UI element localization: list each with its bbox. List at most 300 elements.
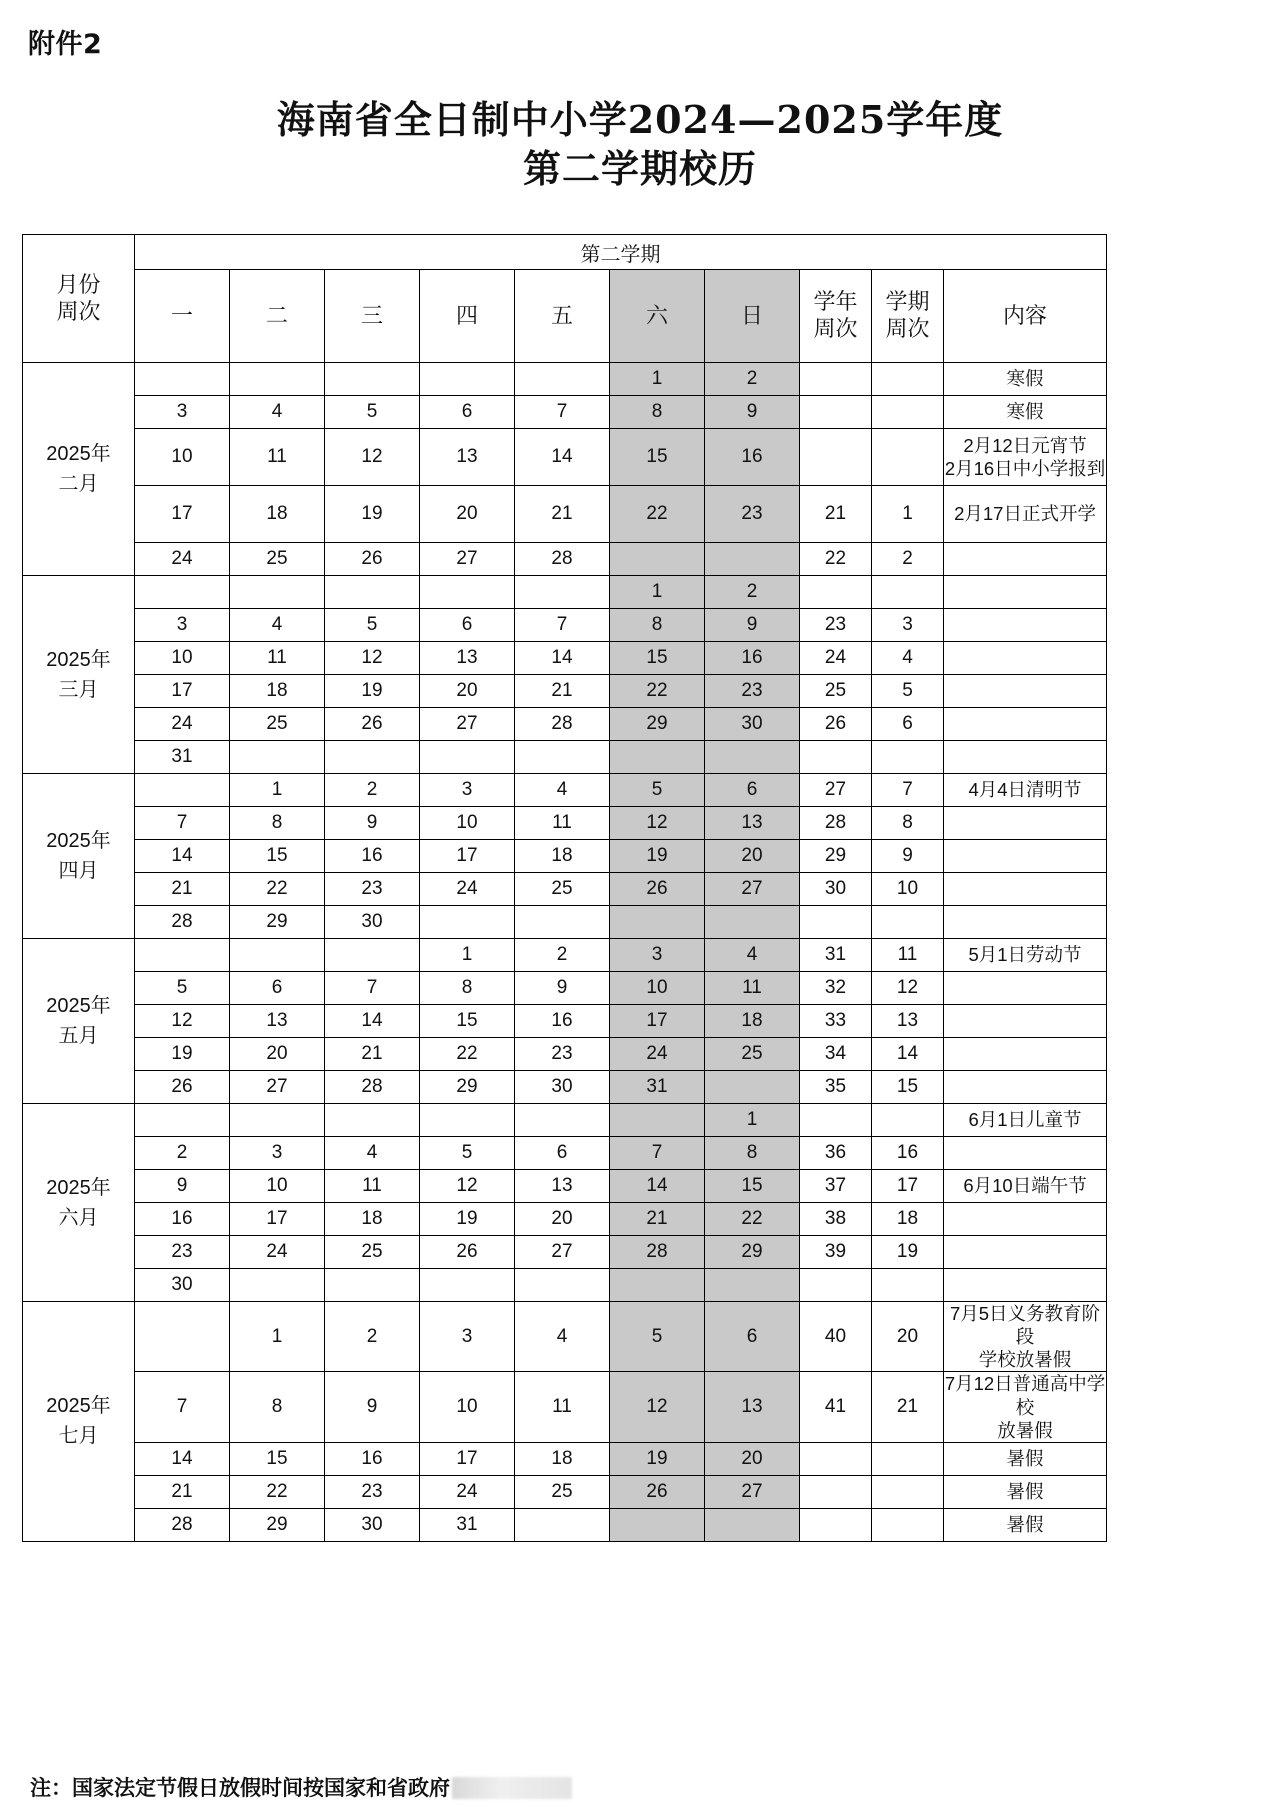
term-week-cell: 4 xyxy=(872,642,944,675)
weekday-header-tue: 二 xyxy=(230,270,325,363)
content-line: 暑假 xyxy=(1006,1481,1044,1503)
day-cell xyxy=(420,1269,515,1302)
month-label xyxy=(23,576,135,774)
day-cell: 20 xyxy=(420,486,515,543)
day-cell: 13 xyxy=(420,429,515,486)
day-cell: 23 xyxy=(325,1475,420,1508)
day-cell: 24 xyxy=(420,873,515,906)
school-year-week-cell xyxy=(800,906,872,939)
day-cell: 5 xyxy=(610,1302,705,1372)
day-cell: 27 xyxy=(420,708,515,741)
school-year-week-cell xyxy=(800,1475,872,1508)
term-span-header: 第二学期 xyxy=(135,235,1107,270)
day-cell: 26 xyxy=(325,543,420,576)
day-cell: 31 xyxy=(610,1071,705,1104)
table-row xyxy=(23,1236,1107,1269)
content-cell xyxy=(944,576,1107,609)
day-cell: 17 xyxy=(420,1442,515,1475)
day-cell: 8 xyxy=(420,972,515,1005)
month-label-year: 2025年 xyxy=(46,1176,111,1199)
table-row xyxy=(23,906,1107,939)
day-cell xyxy=(420,1104,515,1137)
footer-note-text: 注：国家法定节假日放假时间按国家和省政府 xyxy=(30,1776,450,1800)
day-cell xyxy=(610,1104,705,1137)
content-cell xyxy=(944,363,1107,396)
school-year-week-cell: 40 xyxy=(800,1302,872,1372)
day-cell: 12 xyxy=(420,1170,515,1203)
content-line: 7月12日普通高中学校 xyxy=(944,1373,1106,1418)
day-cell: 10 xyxy=(420,1372,515,1442)
day-cell: 23 xyxy=(705,675,800,708)
day-cell: 22 xyxy=(705,1203,800,1236)
day-cell: 15 xyxy=(230,1442,325,1475)
day-cell: 2 xyxy=(325,774,420,807)
day-cell: 22 xyxy=(230,1475,325,1508)
day-cell: 14 xyxy=(515,429,610,486)
day-cell: 3 xyxy=(230,1137,325,1170)
day-cell: 22 xyxy=(420,1038,515,1071)
term-week-header xyxy=(872,270,944,363)
term-week-cell: 8 xyxy=(872,807,944,840)
footer-note xyxy=(30,1772,572,1802)
day-cell xyxy=(135,1302,230,1372)
day-cell: 29 xyxy=(420,1071,515,1104)
day-cell: 27 xyxy=(515,1236,610,1269)
school-year-week-cell: 31 xyxy=(800,939,872,972)
day-cell: 21 xyxy=(610,1203,705,1236)
day-cell: 26 xyxy=(610,873,705,906)
content-cell xyxy=(944,939,1107,972)
month-label-year: 2025年 xyxy=(46,995,111,1017)
school-year-week-cell: 26 xyxy=(800,708,872,741)
content-cell xyxy=(944,972,1107,1005)
day-cell: 16 xyxy=(705,429,800,486)
term-week-cell xyxy=(872,1508,944,1541)
day-cell: 18 xyxy=(705,1005,800,1038)
attachment-label: 附件2 xyxy=(28,29,103,60)
school-year-week-cell: 34 xyxy=(800,1038,872,1071)
school-year-week-cell: 21 xyxy=(800,486,872,543)
content-line: 寒假 xyxy=(1006,401,1044,423)
day-cell: 19 xyxy=(325,675,420,708)
page-title xyxy=(0,96,1280,193)
school-year-week-cell xyxy=(800,429,872,486)
day-cell: 21 xyxy=(325,1038,420,1071)
day-cell: 16 xyxy=(325,1442,420,1475)
table-row xyxy=(23,1137,1107,1170)
day-cell xyxy=(515,1269,610,1302)
day-cell xyxy=(325,363,420,396)
table-row xyxy=(23,1071,1107,1104)
day-cell: 12 xyxy=(135,1005,230,1038)
school-year-week-cell: 28 xyxy=(800,807,872,840)
content-cell xyxy=(944,741,1107,774)
day-cell: 16 xyxy=(135,1203,230,1236)
day-cell xyxy=(705,741,800,774)
day-cell xyxy=(325,1269,420,1302)
table-body xyxy=(23,363,1107,1542)
content-line: 2月12日元宵节 xyxy=(963,434,1087,456)
term-week-cell: 12 xyxy=(872,972,944,1005)
day-cell: 4 xyxy=(515,774,610,807)
content-cell xyxy=(944,1236,1107,1269)
day-cell xyxy=(610,1269,705,1302)
day-cell: 28 xyxy=(135,1508,230,1541)
day-cell: 22 xyxy=(610,486,705,543)
content-line: 暑假 xyxy=(1006,1448,1044,1470)
day-cell: 19 xyxy=(420,1203,515,1236)
day-cell: 29 xyxy=(705,1236,800,1269)
month-label-month: 四月 xyxy=(58,860,99,882)
term-week-cell: 6 xyxy=(872,708,944,741)
content-cell xyxy=(944,1442,1107,1475)
day-cell: 12 xyxy=(610,1372,705,1442)
day-cell xyxy=(230,1104,325,1137)
day-cell: 24 xyxy=(230,1236,325,1269)
content-cell xyxy=(944,1170,1107,1203)
day-cell xyxy=(135,1104,230,1137)
table-row xyxy=(23,741,1107,774)
day-cell: 2 xyxy=(325,1302,420,1372)
day-cell: 22 xyxy=(610,675,705,708)
day-cell: 15 xyxy=(610,429,705,486)
month-label xyxy=(23,774,135,939)
day-cell: 19 xyxy=(610,1442,705,1475)
day-cell: 11 xyxy=(705,972,800,1005)
day-cell: 1 xyxy=(230,774,325,807)
day-cell: 14 xyxy=(515,642,610,675)
day-cell: 18 xyxy=(325,1203,420,1236)
content-header: 内容 xyxy=(944,270,1107,363)
day-cell: 27 xyxy=(420,543,515,576)
day-cell xyxy=(230,939,325,972)
month-label-month: 三月 xyxy=(58,678,99,701)
day-cell: 18 xyxy=(230,486,325,543)
day-cell: 25 xyxy=(230,708,325,741)
table-row xyxy=(23,675,1107,708)
content-cell xyxy=(944,1372,1107,1442)
table-row xyxy=(23,840,1107,873)
term-week-cell: 3 xyxy=(872,609,944,642)
day-cell: 13 xyxy=(515,1170,610,1203)
day-cell xyxy=(420,906,515,939)
day-cell: 1 xyxy=(705,1104,800,1137)
day-cell: 27 xyxy=(705,873,800,906)
day-cell: 31 xyxy=(420,1508,515,1541)
day-cell xyxy=(610,741,705,774)
day-cell: 21 xyxy=(135,873,230,906)
day-cell: 27 xyxy=(705,1475,800,1508)
school-year-week-cell: 35 xyxy=(800,1071,872,1104)
day-cell: 16 xyxy=(325,840,420,873)
table-row xyxy=(23,1038,1107,1071)
day-cell: 30 xyxy=(705,708,800,741)
day-cell: 29 xyxy=(230,906,325,939)
school-year-week-header xyxy=(800,270,872,363)
content-line: 4月4日清明节 xyxy=(968,779,1082,801)
day-cell: 23 xyxy=(325,873,420,906)
month-label xyxy=(23,939,135,1104)
day-cell: 6 xyxy=(705,1302,800,1372)
day-cell: 1 xyxy=(230,1302,325,1372)
term-week-cell: 15 xyxy=(872,1071,944,1104)
day-cell: 25 xyxy=(515,1475,610,1508)
day-cell: 28 xyxy=(610,1236,705,1269)
weekday-header-wed: 三 xyxy=(325,270,420,363)
day-cell: 4 xyxy=(230,609,325,642)
day-cell: 9 xyxy=(705,396,800,429)
day-cell: 15 xyxy=(705,1170,800,1203)
school-year-week-cell: 32 xyxy=(800,972,872,1005)
day-cell: 4 xyxy=(515,1302,610,1372)
day-cell: 11 xyxy=(230,429,325,486)
day-cell: 11 xyxy=(325,1170,420,1203)
term-week-cell xyxy=(872,576,944,609)
day-cell: 5 xyxy=(610,774,705,807)
day-cell: 1 xyxy=(610,363,705,396)
table-row xyxy=(23,873,1107,906)
term-week-cell: 7 xyxy=(872,774,944,807)
school-year-week-cell: 36 xyxy=(800,1137,872,1170)
day-cell: 19 xyxy=(325,486,420,543)
table-row xyxy=(23,1372,1107,1442)
day-cell: 8 xyxy=(230,807,325,840)
day-cell: 17 xyxy=(420,840,515,873)
title-line-2: 第二学期校历 xyxy=(522,145,757,191)
term-week-line-2: 周次 xyxy=(885,316,930,341)
table-row xyxy=(23,939,1107,972)
term-week-line-1: 学期 xyxy=(885,289,930,315)
day-cell: 25 xyxy=(705,1038,800,1071)
content-cell xyxy=(944,840,1107,873)
school-year-week-cell xyxy=(800,741,872,774)
day-cell: 31 xyxy=(135,741,230,774)
day-cell: 8 xyxy=(230,1372,325,1442)
day-cell: 11 xyxy=(515,1372,610,1442)
day-cell xyxy=(135,774,230,807)
day-cell xyxy=(135,363,230,396)
day-cell xyxy=(515,906,610,939)
table-row xyxy=(23,609,1107,642)
day-cell: 15 xyxy=(610,642,705,675)
day-cell: 30 xyxy=(515,1071,610,1104)
day-cell xyxy=(230,1269,325,1302)
day-cell: 20 xyxy=(230,1038,325,1071)
table-row xyxy=(23,1302,1107,1372)
day-cell: 10 xyxy=(610,972,705,1005)
table-row xyxy=(23,1170,1107,1203)
day-cell: 28 xyxy=(325,1071,420,1104)
weekday-header-sat: 六 xyxy=(610,270,705,363)
content-cell xyxy=(944,486,1107,543)
day-cell: 21 xyxy=(515,486,610,543)
day-cell: 25 xyxy=(325,1236,420,1269)
table-row xyxy=(23,396,1107,429)
term-week-cell xyxy=(872,396,944,429)
table-row xyxy=(23,1203,1107,1236)
day-cell: 20 xyxy=(705,840,800,873)
day-cell: 10 xyxy=(135,642,230,675)
content-cell xyxy=(944,1269,1107,1302)
term-week-cell: 13 xyxy=(872,1005,944,1038)
day-cell: 1 xyxy=(420,939,515,972)
content-cell xyxy=(944,1038,1107,1071)
day-cell: 3 xyxy=(420,1302,515,1372)
school-year-week-cell: 29 xyxy=(800,840,872,873)
day-cell: 24 xyxy=(135,543,230,576)
school-year-week-cell: 23 xyxy=(800,609,872,642)
day-cell: 19 xyxy=(610,840,705,873)
day-cell: 14 xyxy=(325,1005,420,1038)
day-cell xyxy=(515,1104,610,1137)
day-cell: 6 xyxy=(420,609,515,642)
day-cell: 5 xyxy=(325,396,420,429)
day-cell: 17 xyxy=(135,675,230,708)
day-cell: 24 xyxy=(135,708,230,741)
weekday-header-thu: 四 xyxy=(420,270,515,363)
day-cell: 17 xyxy=(135,486,230,543)
day-cell: 10 xyxy=(230,1170,325,1203)
day-cell: 20 xyxy=(420,675,515,708)
school-year-week-cell xyxy=(800,576,872,609)
day-cell xyxy=(705,906,800,939)
table-row xyxy=(23,642,1107,675)
day-cell: 2 xyxy=(135,1137,230,1170)
content-cell xyxy=(944,609,1107,642)
day-cell: 5 xyxy=(135,972,230,1005)
day-cell: 16 xyxy=(705,642,800,675)
day-cell: 4 xyxy=(325,1137,420,1170)
content-cell xyxy=(944,774,1107,807)
day-cell: 14 xyxy=(135,1442,230,1475)
day-cell: 2 xyxy=(515,939,610,972)
month-label-month: 五月 xyxy=(58,1025,99,1047)
day-cell: 29 xyxy=(610,708,705,741)
content-line: 学校放暑假 xyxy=(978,1349,1072,1371)
term-week-cell: 14 xyxy=(872,1038,944,1071)
table-row xyxy=(23,1475,1107,1508)
day-cell xyxy=(705,1071,800,1104)
day-cell: 16 xyxy=(515,1005,610,1038)
day-cell: 17 xyxy=(610,1005,705,1038)
school-year-week-cell: 39 xyxy=(800,1236,872,1269)
school-year-week-cell xyxy=(800,1269,872,1302)
day-cell: 9 xyxy=(325,807,420,840)
day-cell: 8 xyxy=(610,609,705,642)
day-cell: 11 xyxy=(230,642,325,675)
day-cell xyxy=(135,576,230,609)
month-label-year: 2025年 xyxy=(46,443,111,465)
table-row xyxy=(23,1269,1107,1302)
term-week-cell: 5 xyxy=(872,675,944,708)
table-row xyxy=(23,708,1107,741)
content-cell xyxy=(944,1005,1107,1038)
day-cell: 3 xyxy=(420,774,515,807)
month-label-year: 2025年 xyxy=(46,1395,111,1418)
header-span-row xyxy=(23,235,1107,270)
term-week-cell xyxy=(872,1269,944,1302)
day-cell: 20 xyxy=(705,1442,800,1475)
term-week-cell: 19 xyxy=(872,1236,944,1269)
day-cell: 22 xyxy=(230,873,325,906)
term-week-cell: 9 xyxy=(872,840,944,873)
day-cell: 10 xyxy=(135,429,230,486)
term-week-cell: 20 xyxy=(872,1302,944,1372)
corner-label-line-2: 周次 xyxy=(56,298,101,324)
day-cell: 13 xyxy=(705,807,800,840)
month-label-month: 二月 xyxy=(58,473,99,495)
day-cell: 3 xyxy=(135,609,230,642)
school-year-week-cell: 37 xyxy=(800,1170,872,1203)
corner-label-line-1: 月份 xyxy=(56,271,101,297)
school-year-week-cell xyxy=(800,1104,872,1137)
content-cell xyxy=(944,1071,1107,1104)
day-cell: 20 xyxy=(515,1203,610,1236)
content-cell xyxy=(944,543,1107,576)
day-cell: 25 xyxy=(230,543,325,576)
content-cell xyxy=(944,807,1107,840)
day-cell: 2 xyxy=(705,576,800,609)
content-line: 2月16日中小学报到 xyxy=(944,458,1106,479)
term-week-cell xyxy=(872,741,944,774)
content-cell xyxy=(944,906,1107,939)
table-row xyxy=(23,543,1107,576)
content-cell xyxy=(944,1508,1107,1541)
table-row xyxy=(23,576,1107,609)
day-cell: 9 xyxy=(705,609,800,642)
day-cell xyxy=(230,363,325,396)
day-cell: 13 xyxy=(420,642,515,675)
content-cell xyxy=(944,1475,1107,1508)
weekday-header-sun: 日 xyxy=(705,270,800,363)
day-cell: 30 xyxy=(135,1269,230,1302)
school-year-week-cell xyxy=(800,363,872,396)
weekday-header-fri: 五 xyxy=(515,270,610,363)
day-cell: 28 xyxy=(135,906,230,939)
content-cell xyxy=(944,1203,1107,1236)
school-year-week-cell xyxy=(800,396,872,429)
day-cell xyxy=(420,363,515,396)
day-cell: 3 xyxy=(135,396,230,429)
title-line-1: 海南省全日制中小学2024—2025学年度 xyxy=(276,97,1004,142)
school-year-week-cell xyxy=(800,1442,872,1475)
day-cell xyxy=(610,543,705,576)
school-year-week-line-1: 学年 xyxy=(813,289,858,315)
table-row xyxy=(23,972,1107,1005)
school-year-week-cell: 25 xyxy=(800,675,872,708)
content-line: 放暑假 xyxy=(997,1419,1053,1441)
day-cell xyxy=(325,1104,420,1137)
day-cell: 7 xyxy=(135,807,230,840)
content-line: 7月5日义务教育阶段 xyxy=(949,1303,1101,1348)
school-year-week-cell: 33 xyxy=(800,1005,872,1038)
day-cell: 7 xyxy=(135,1372,230,1442)
school-year-week-cell: 24 xyxy=(800,642,872,675)
header-column-row xyxy=(23,270,1107,363)
day-cell: 6 xyxy=(420,396,515,429)
term-week-cell xyxy=(872,363,944,396)
day-cell: 9 xyxy=(325,1372,420,1442)
day-cell: 26 xyxy=(420,1236,515,1269)
day-cell xyxy=(325,576,420,609)
term-week-cell: 16 xyxy=(872,1137,944,1170)
day-cell: 26 xyxy=(135,1071,230,1104)
day-cell: 6 xyxy=(515,1137,610,1170)
school-year-week-cell: 27 xyxy=(800,774,872,807)
content-cell xyxy=(944,708,1107,741)
term-week-cell xyxy=(872,906,944,939)
day-cell: 8 xyxy=(705,1137,800,1170)
